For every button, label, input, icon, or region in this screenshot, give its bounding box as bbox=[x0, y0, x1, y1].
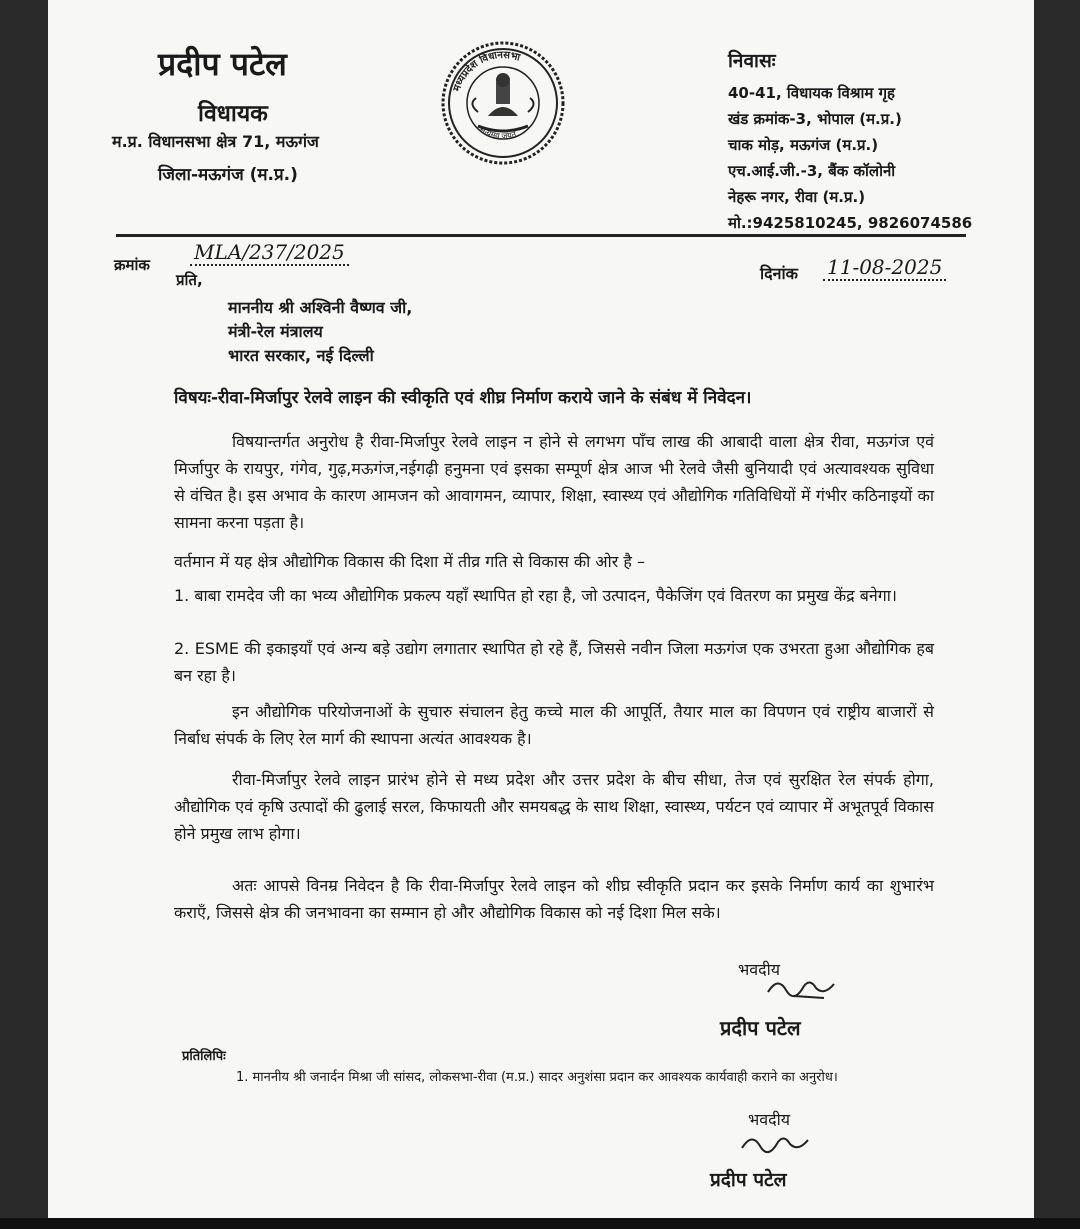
signature-mark-icon bbox=[764, 970, 844, 1004]
recipient-block bbox=[228, 296, 412, 368]
date-label: दिनांक bbox=[760, 264, 798, 283]
phone-line: मो.:9425810245, 9826074586 bbox=[728, 214, 973, 232]
reference-number: MLA/237/2025 bbox=[190, 240, 349, 266]
sender-name: प्रदीप पटेल bbox=[158, 45, 287, 83]
residence-heading: निवासः bbox=[728, 50, 776, 72]
copy-closing: भवदीय bbox=[748, 1110, 791, 1129]
address-line: खंड क्रमांक-3, भोपाल (म.प्र.) bbox=[728, 110, 902, 128]
recipient-line: भारत सरकार, नई दिल्ली bbox=[228, 346, 374, 365]
closing-salutation: भवदीय bbox=[738, 960, 781, 979]
bottom-edge bbox=[0, 1218, 1080, 1229]
recipient-line: माननीय श्री अश्विनी वैष्णव जी, bbox=[228, 298, 413, 317]
address-line: नेहरू नगर, रीवा (म.प्र.) bbox=[728, 188, 866, 206]
emblem-text-top: मध्यप्रदेश विधानसभा bbox=[451, 49, 522, 93]
body-paragraph-1: विषयान्तर्गत अनुरोध है रीवा-मिर्जापुर रेलवे लाइन न होने से लगभग पाँच लाख की आबादी वाला क्षेत्र रीवा, मऊगंज एवं मिर्जापुर के रायपुर, गंगेव, गुढ़,मऊगंज,नईगढ़ी हनुमना एवं इसका सम्पूर्ण क्षेत्र आज भी रेलवे जैसी बुनियादी एवं अत्यावश्यक सुविधा से वंचित है। इस अभाव के कारण आमजन को आवागमन, व्यापार, शिक्षा, स्वास्थ्य एवं औद्योगिक गतिविधियों में गंभीर कठिनाइयों का सामना करना पड़ता है। bbox=[174, 432, 934, 532]
svg-text:सत्यमेव जयते bbox=[478, 125, 518, 141]
recipient-line: मंत्री-रेल मंत्रालय bbox=[228, 322, 323, 341]
emblem-text-bottom: सत्यमेव जयते bbox=[478, 124, 518, 141]
address-line: चाक मोड़, मऊगंज (म.प्र.) bbox=[728, 136, 879, 154]
date-value: 11-08-2025 bbox=[823, 255, 946, 281]
address-line: एच.आई.जी.-3, बैंक कॉलोनी bbox=[728, 162, 896, 180]
header-divider bbox=[116, 234, 966, 237]
vidhan-sabha-emblem-icon bbox=[438, 38, 568, 168]
reference-label: क्रमांक bbox=[114, 256, 150, 274]
address-line: 40-41, विधायक विश्राम गृह bbox=[728, 84, 896, 102]
letter-page bbox=[48, 0, 1034, 1218]
sender-constituency: म.प्र. विधानसभा क्षेत्र 71, मऊगंज bbox=[112, 132, 319, 151]
body-paragraph-3: इन औद्योगिक परियोजनाओं के सुचारु संचालन हेतु कच्चे माल की आपूर्ति, तैयार माल का विपणन एवं राष्ट्रीय बाजारों से निर्बाध संपर्क के लिए रेल मार्ग की स्थापना अत्यंत आवश्यक है। bbox=[174, 702, 934, 748]
copy-item-1: 1. माननीय श्री जनार्दन मिश्रा जी सांसद, लोकसभा-रीवा (म.प्र.) सादर अनुशंसा प्रदान कर आवश्यक कार्यवाही कराने का अनुरोध। bbox=[236, 1070, 838, 1085]
residence-address bbox=[728, 48, 972, 236]
signatory-name: प्रदीप पटेल bbox=[720, 1016, 801, 1040]
copy-signatory-name: प्रदीप पटेल bbox=[710, 1169, 787, 1191]
prati-label: प्रति, bbox=[176, 271, 203, 289]
body-point-2: 2. ESME की इकाइयाँ एवं अन्य बड़े उद्योग लगातार स्थापित हो रहे हैं, जिससे नवीन जिला मऊगंज एक उभरता हुआ औद्योगिक हब बन रहा है। bbox=[174, 639, 934, 685]
sender-designation: विधायक bbox=[198, 101, 268, 127]
body-point-1: 1. बाबा रामदेव जी का भव्य औद्योगिक प्रकल्प यहाँ स्थापित हो रहा है, जो उत्पादन, पैकेजिंग एवं वितरण का प्रमुख केंद्र बनेगा। bbox=[174, 586, 897, 605]
copy-signature-mark-icon bbox=[738, 1128, 818, 1158]
body-paragraph-4: रीवा-मिर्जापुर रेलवे लाइन प्रारंभ होने से मध्य प्रदेश और उत्तर प्रदेश के बीच सीधा, तेज एवं सुरक्षित रेल संपर्क होगा, औद्योगिक एवं कृषि उत्पादों की ढुलाई सरल, किफायती और समयबद्ध के साथ शिक्षा, स्वास्थ्य, पर्यटन एवं व्यापार में अभूतपूर्व विकास होने प्रमुख लाभ होगा। bbox=[174, 770, 934, 843]
body-paragraph-2: वर्तमान में यह क्षेत्र औद्योगिक विकास की दिशा में तीव्र गति से विकास की ओर है – bbox=[174, 552, 645, 571]
copy-label: प्रतिलिपिः bbox=[182, 1049, 226, 1064]
body-paragraph-5: अतः आपसे विनम्र निवेदन है कि रीवा-मिर्जापुर रेलवे लाइन को शीघ्र स्वीकृति प्रदान कर इसके निर्माण कार्य का शुभारंभ कराएँ, जिससे क्षेत्र की जनभावना का सम्मान हो और औद्योगिक विकास को नई दिशा मिल सके। bbox=[174, 876, 934, 922]
sender-district: जिला-मऊगंज (म.प्र.) bbox=[158, 165, 298, 185]
subject-line: विषयः-रीवा-मिर्जापुर रेलवे लाइन की स्वीकृति एवं शीघ्र निर्माण कराये जाने के संबंध में निवेदन। bbox=[174, 388, 752, 408]
